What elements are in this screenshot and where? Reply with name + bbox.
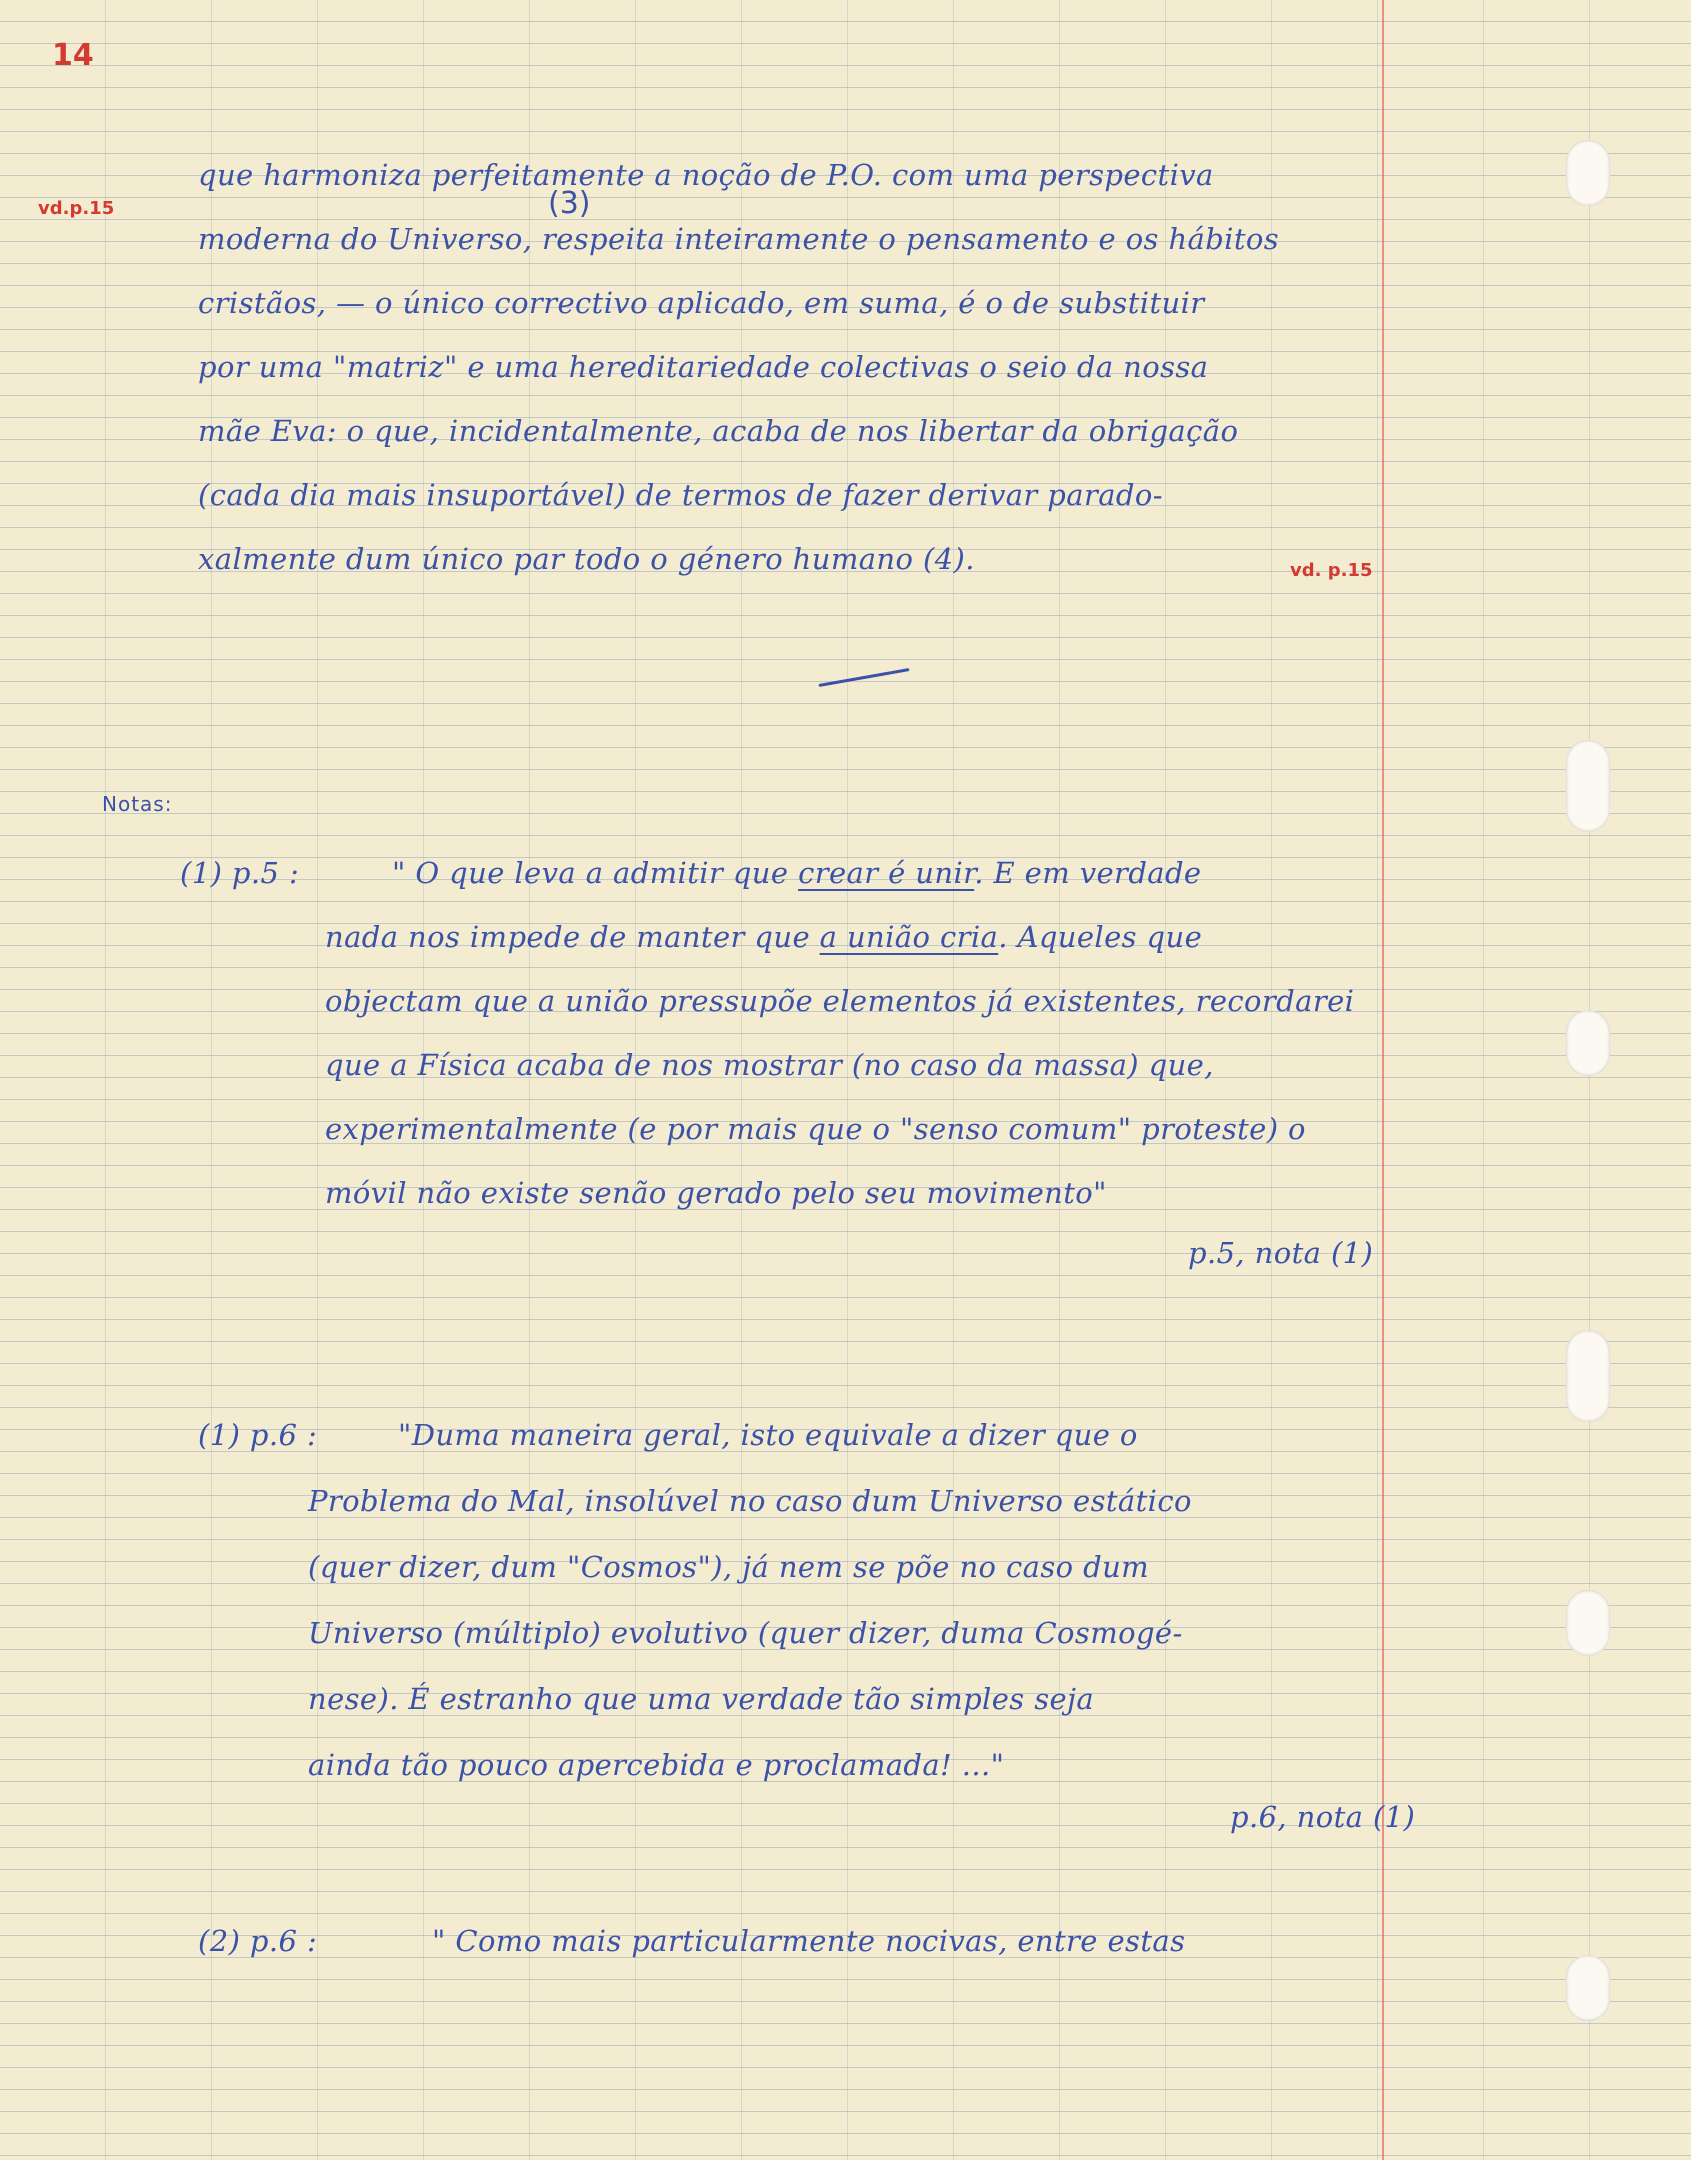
text-line: "Duma maneira geral, isto equivale a dizer que o [398, 1418, 1138, 1452]
underlined-phrase: a união cria [819, 920, 999, 954]
text-line: cristãos, — o único correctivo aplicado, em suma, é o de substituir [198, 286, 1205, 320]
note-text: . Aqueles que [998, 920, 1203, 954]
underlined-phrase: crear é unir [798, 856, 975, 890]
text-line: " Como mais particularmente nocivas, entre estas [432, 1924, 1186, 1958]
text-line: objectam que a união pressupõe elementos já existentes, recordarei [325, 984, 1355, 1018]
text-line: (cada dia mais insuportável) de termos de fazer derivar parado- [198, 478, 1163, 512]
text-line [392, 856, 1202, 890]
page-number: 14 [52, 38, 94, 73]
text-line: xalmente dum único par todo o género humano (4). [198, 542, 975, 576]
citation: p.6, nota (1) [1230, 1800, 1416, 1834]
binder-hole [1566, 140, 1610, 206]
binder-hole [1566, 1010, 1610, 1076]
note-reference: (1) p.6 : [198, 1418, 318, 1452]
note-text: . E em verdade [974, 856, 1202, 890]
citation: p.5, nota (1) [1188, 1236, 1374, 1270]
notes-heading: Notas: [102, 792, 173, 816]
text-line: experimentalmente (e por mais que o "senso comum" proteste) o [325, 1112, 1306, 1146]
text-line: mãe Eva: o que, incidentalmente, acaba de nos libertar da obrigação [198, 414, 1239, 448]
text-line: Problema do Mal, insolúvel no caso dum Universo estático [308, 1484, 1192, 1518]
binder-hole [1566, 1330, 1610, 1422]
red-margin-rule [1382, 0, 1384, 2160]
text-line: (quer dizer, dum "Cosmos"), já nem se põe no caso dum [308, 1550, 1150, 1584]
note-text: nada nos impede de manter que [325, 920, 820, 954]
margin-note-right: vd. p.15 [1290, 560, 1373, 581]
insertion-mark: (3) [548, 186, 591, 221]
text-line: por uma "matriz" e uma hereditariedade colectivas o seio da nossa [198, 350, 1209, 384]
text-line [325, 920, 1202, 954]
note-reference: (2) p.6 : [198, 1924, 318, 1958]
margin-note-left: vd.p.15 [38, 198, 115, 219]
text-line: Universo (múltiplo) evolutivo (quer dizer, duma Cosmogé- [308, 1616, 1183, 1650]
text-line: ainda tão pouco apercebida e proclamada! ..." [308, 1748, 1005, 1782]
text-line: que harmoniza perfeitamente a noção de P.O. com uma perspectiva [198, 158, 1214, 192]
note-text: " O que leva a admitir que [392, 856, 799, 890]
text-line: nese). É estranho que uma verdade tão simples seja [308, 1682, 1095, 1716]
binder-hole [1566, 1955, 1610, 2021]
binder-hole [1566, 740, 1610, 832]
text-line: móvil não existe senão gerado pelo seu movimento" [325, 1176, 1107, 1210]
section-divider [818, 668, 909, 687]
text-line: moderna do Universo, respeita inteiramente o pensamento e os hábitos [198, 222, 1280, 256]
binder-hole [1566, 1590, 1610, 1656]
text-line: que a Física acaba de nos mostrar (no caso da massa) que, [325, 1048, 1214, 1082]
note-reference: (1) p.5 : [180, 856, 300, 890]
